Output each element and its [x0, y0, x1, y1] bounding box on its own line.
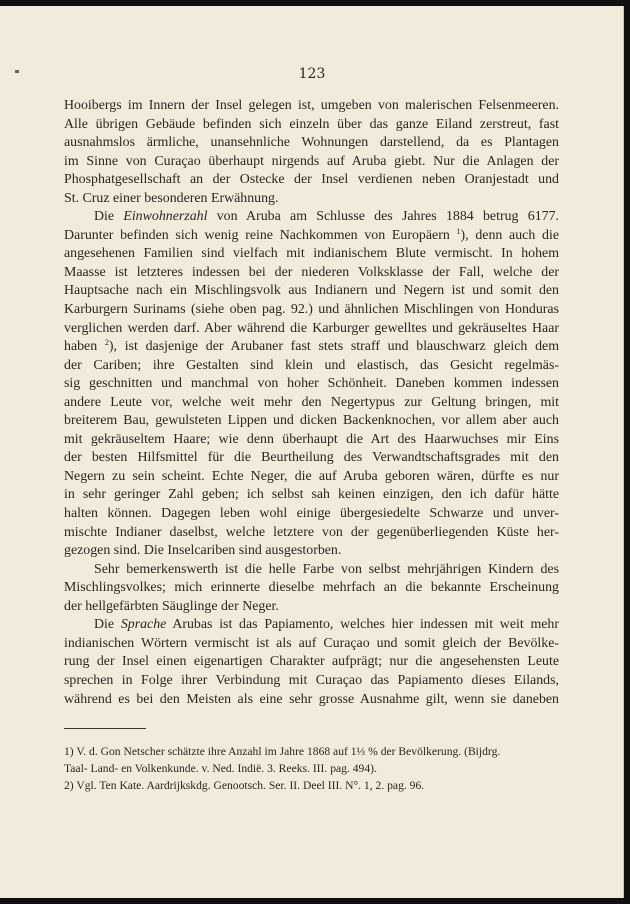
text-line: St. Cruz einer besonderen Erwähnung.: [64, 190, 279, 206]
text-line: verglichen werden darf. Aber während die Karburger gewelltes und gekräuseltes Haar: [64, 320, 559, 336]
text-line: Alle übrigen Gebäude befinden sich einzeln über das ganze Eiland zerstreut, fast: [64, 116, 559, 132]
footnote: 1) V. d. Gon Netscher schätzte ihre Anzahl im Jahre 1868 auf 1⅓ % der Bevölkerung. (Bijdrg.: [64, 745, 501, 758]
footnotes: [64, 743, 559, 794]
body-text: [64, 97, 559, 709]
page-number: 123: [298, 66, 326, 82]
text-line: mit gekräuseltem Haare; wie denn überhaupt die Art des Haarwuchses mir Eins: [64, 431, 559, 447]
text-line: Sehr bemerkenswerth ist die helle Farbe von selbst mehrjährigen Kindern des: [94, 561, 559, 577]
text-line: Maasse ist letzteres indessen bei der niederen Volksklasse der Fall, welche der: [64, 264, 559, 280]
footnote-ref: 1: [456, 226, 461, 236]
text-line: indianischen Wörtern vermischt ist als auf Curaçao und somit gleich der Bevölke-: [64, 635, 559, 651]
text-line: Darunter befinden sich wenig reine Nachkommen von Europäern $^1$), denn auch die: [64, 226, 559, 243]
text-line: Die Sprache Arubas ist das Papiamento, welches hier indessen mit weit mehr: [94, 617, 560, 633]
text-line: Hooibergs im Innern der Insel gelegen ist, umgeben von malerischen Felsenmeeren.: [64, 98, 559, 113]
text-line: ausnahmslos ärmliche, unansehnliche Wohnungen darstellend, da es Plantagen: [64, 135, 559, 151]
text-line: Hauptsache nach ein Mischlingsvolk aus Indianern und Negern ist und somit den: [64, 283, 559, 299]
text-line: Mischlingsvolkes; mich erinnerte dieselbe mehrfach an die bekannte Erscheinung: [64, 580, 559, 596]
footnote: 2) Vgl. Ten Kate. Aardrijkskdg. Genootsch. Ser. II. Deel III. N°. 1, 2. pag. 96.: [64, 779, 425, 792]
text-line: halten können. Dagegen leben wohl einige übergesiedelte Schwarze und unver-: [64, 506, 559, 522]
text-line: Negern zu sein scheint. Echte Neger, die auf Aruba geboren wären, dürfte es nur: [64, 468, 559, 484]
emphasis: Einwohnerzahl: [123, 209, 208, 225]
text-line: in sehr geringer Zahl geben; ich selbst sah keinen einzigen, den ich dafür hätte: [64, 487, 559, 503]
text-line: Die Einwohnerzahl von Aruba am Schlusse des Jahres 1884 betrug 6177.: [94, 209, 559, 225]
text-line: Karburgern Surinams (siehe oben pag. 92.) und ähnlichen Mischlingen von Honduras: [64, 302, 559, 318]
text-line: breiterem Bau, gewulsteten Lippen und dicken Backenknochen, vor allem aber auch: [64, 413, 559, 429]
text-line: haben $^2$), ist dasjenige der Arubaner fast stets straff und blauschwarz gleich dem: [64, 338, 559, 355]
text-line: rung der Insel einen eigenartigen Charakter aufprägt; nur die angesehensten Leute: [64, 654, 559, 670]
text-line: im Sinne von Curaçao überhaupt nirgends auf Aruba giebt. Nur die Anlagen der: [64, 153, 559, 169]
text-line: andere Leute vor, welche weit mehr den Negertypus zur Geltung bringen, mit: [64, 394, 559, 410]
book-page: [0, 6, 624, 898]
footnote-continuation: Taal- Land- en Volkenkunde. v. Ned. Indië. 3. Reeks. III. pag. 494).: [64, 762, 377, 775]
emphasis: Sprache: [120, 617, 167, 633]
text-line: der Cariben; ihre Gestalten sind klein und elastisch, das Gesicht regelmäs-: [64, 357, 559, 373]
text-line: während es bei den Meisten als eine sehr grosse Ausnahme gilt, wenn sie daneben: [64, 691, 559, 707]
text-line: Phosphatgesellschaft an der Ostecke der Insel verdienen neben Oranjestadt und: [64, 172, 559, 188]
text-line: der besten Hilfsmittel für die Beurtheilung des Verwandtschaftsgrades mit den: [64, 450, 559, 466]
text-line: gezogen sind. Die Inselcariben sind ausgestorben.: [64, 543, 342, 559]
footnote-rule: [64, 728, 146, 729]
text-line: der hellgefärbten Säuglinge der Neger.: [64, 598, 279, 614]
text-line: sprechen in Folge ihrer Verbindung mit Curaçao das Papiamento dieses Eilands,: [64, 672, 559, 688]
text-line: angesehenen Familien sind vielfach mit indianischem Blute vermischt. In hohem: [64, 246, 559, 262]
footnote-ref: 2: [104, 338, 109, 348]
text-line: sig geschnitten und manchmal von hoher Schönheit. Daneben kommen indessen: [64, 376, 559, 392]
text-line: mischte Indianer daselbst, welche letztere von der gegenüberliegenden Küste her-: [64, 524, 559, 540]
